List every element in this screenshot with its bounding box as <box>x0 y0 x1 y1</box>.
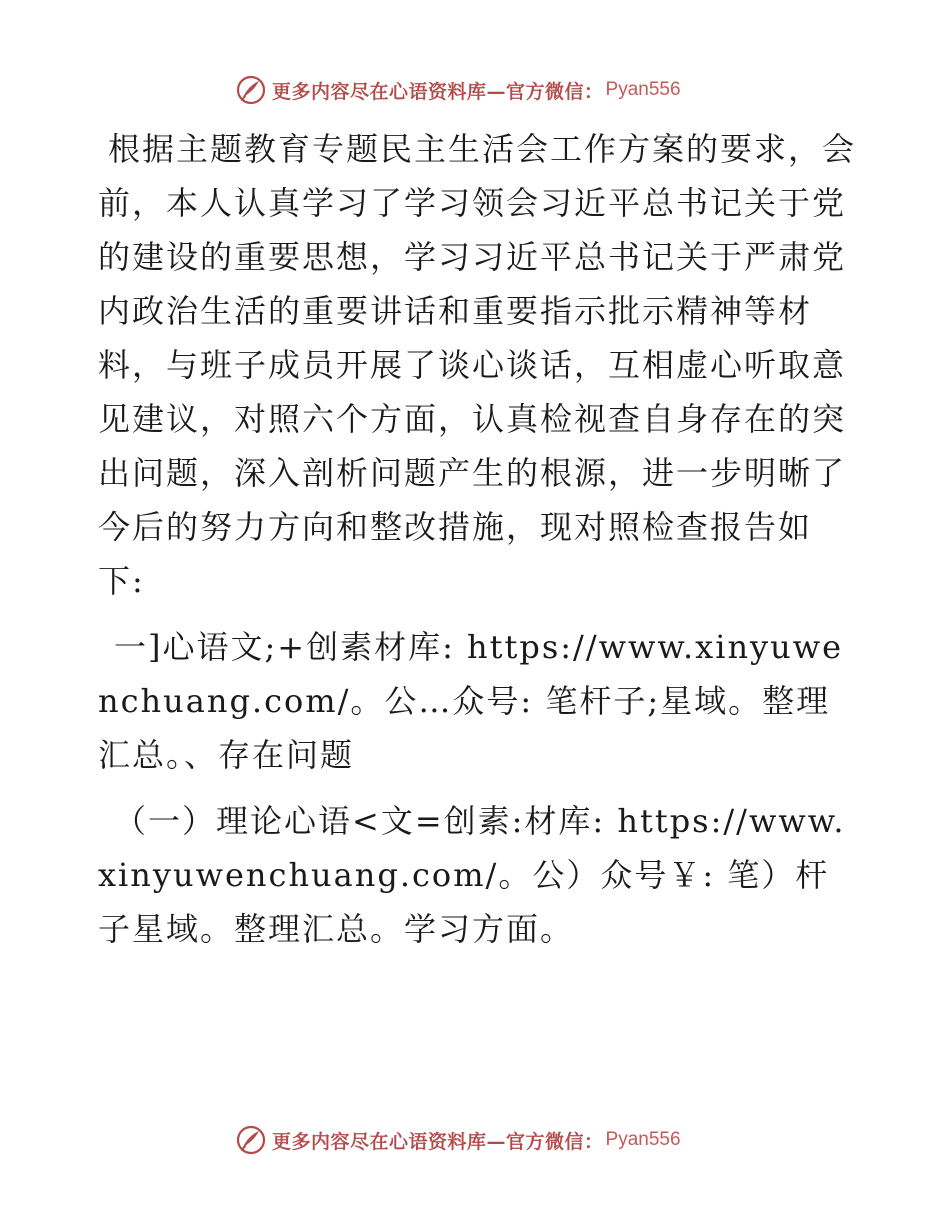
section-heading-paragraph: 一]心语文;+创素材库: https://www.xinyuwenchuang.com/。公…众号: 笔杆子;星域。整理汇总。、存在问题 <box>98 628 844 774</box>
footer-watermark <box>236 1122 681 1158</box>
subsection-heading-paragraph: （一）理论心语<文=创素:材库: https://www.xinyuwenchuang.com/。公）众号￥: 笔）杆子星域。整理汇总。学习方面。 <box>98 802 846 948</box>
watermark-text: 更多内容尽在心语资料库—官方微信： <box>272 1130 604 1153</box>
watermark-text: 更多内容尽在心语资料库—官方微信： <box>272 80 604 103</box>
watermark-wechat-id: Pyan556 <box>605 1129 681 1150</box>
header-watermark <box>236 72 681 108</box>
document-body <box>98 122 858 956</box>
quill-pen-logo-icon <box>236 75 266 105</box>
watermark-wechat-id: Pyan556 <box>605 79 681 100</box>
intro-paragraph: 根据主题教育专题民主生活会工作方案的要求，会前，本人认真学习了学习领会习近平总书记关于党的建设的重要思想，学习习近平总书记关于严肃党内政治生活的重要讲话和重要指示批示精神等材料，与班子成员开展了谈心谈话，互相虚心听取意见建议，对照六个方面，认真检视查自身存在的突出问题，深入剖析问题产生的根源，进一步明晰了今后的努力方向和整改措施，现对照检查报告如下: <box>98 130 857 600</box>
quill-pen-logo-icon <box>236 1125 266 1155</box>
